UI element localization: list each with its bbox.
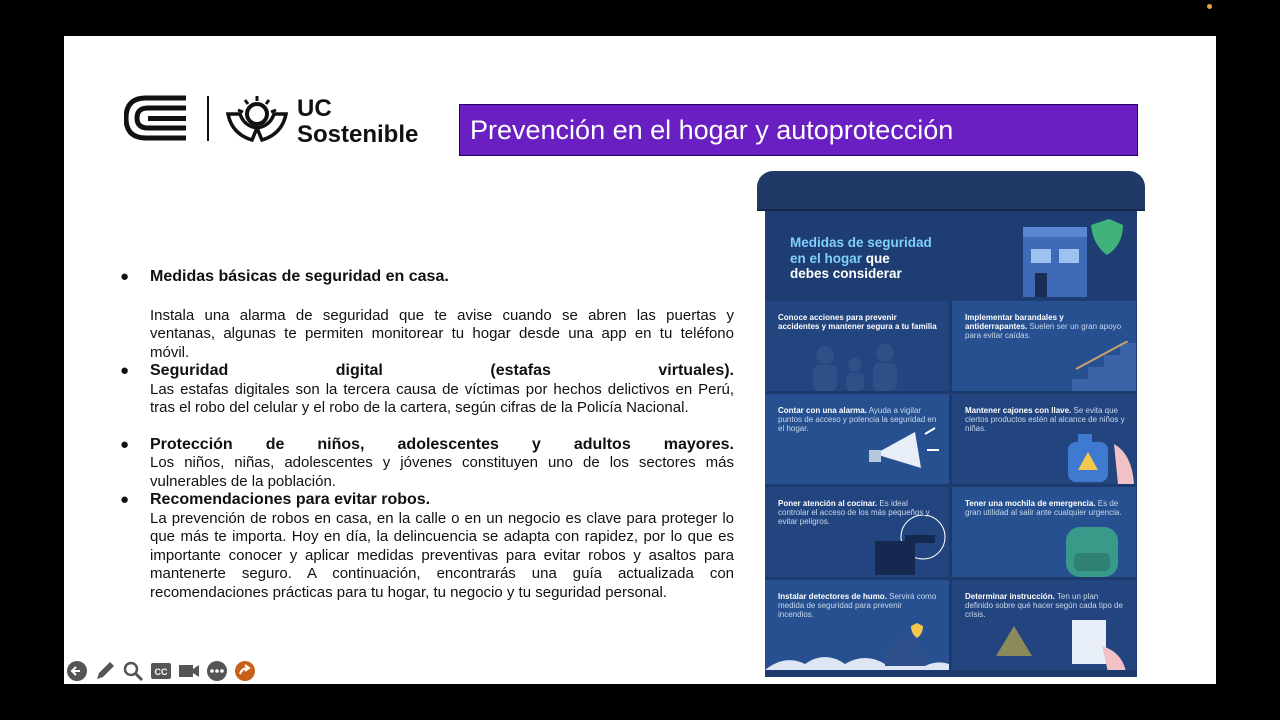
bullet-text: Las estafas digitales son la tercera causa de víctimas por hechos delictivos en Perú, tras el robo del celular y el robo de la cartera, según cifras de la Policía Nacional. [150,380,734,416]
smoke-house-icon [765,620,949,670]
bullet-item: ● Seguridad digital (estafas virtuales). Las estafas digitales son la tercera causa de víctimas por hechos delictivos en Perú, tras el robo del celular y el robo de la cartera, según cifras de la Policía Nacional. [120,362,734,416]
stairs-icon [1072,341,1136,391]
slide-title-bar [459,104,1138,156]
bullet-text: Los niños, niñas, adolescentes y jóvenes constituyen uno de los sectores más vulnerables de la población. [150,454,734,490]
back-icon[interactable] [66,660,88,682]
svg-text:CC: CC [154,667,168,677]
home-safety-infographic [757,171,1145,677]
tip-cell: Conoce acciones para prevenir accidentes y mantener segura a tu familia [765,301,949,391]
zoom-icon[interactable] [122,660,144,682]
slide-title: Prevención en el hogar y autoprotección [470,115,954,145]
more-icon[interactable] [206,660,228,682]
notification-dot [1207,4,1212,9]
presentation-slide [64,36,1216,684]
bullet-heading: Seguridad digital (estafas virtuales). [150,362,734,379]
bullet-heading: Recomendaciones para evitar robos. [150,491,431,508]
stove-icon [865,515,949,577]
infographic-header [765,211,1137,301]
tip-cell: Contar con una alarma. Ayuda a vigilar puntos de acceso y potencia la seguridad en el hogar. [765,394,949,484]
family-icon [795,341,915,391]
infographic-title: Medidas de seguridad en el hogar que debes considerar [790,235,932,281]
share-icon[interactable] [234,660,256,682]
pen-icon[interactable] [94,660,116,682]
tip-cell: Instalar detectores de humo. Servirá como medida de seguridad para prevenir incendios. [765,580,949,670]
bullet-text: Instala una alarma de seguridad que te avise cuando se abren las puertas y [150,306,734,324]
tip-cell: Tener una mochila de emergencia. Es de gran utilidad al salir ante cualquier urgencia. [952,487,1136,577]
bullet-item: ● Protección de niños, adolescentes y adultos mayores. Los niños, niñas, adolescentes y jóvenes constituyen uno de los sectores más vulnerables de la población. [120,435,734,490]
bullet-item: ● Recomendaciones para evitar robos. La prevención de robos en casa, en la calle o en un negocio es clave para proteger lo que más te importa. Hoy en día, la delincuencia se adapta con rapidez, por lo que es importante conocer y aplicar medidas preventivas para evitar robos y asaltos para mantenerte seguro. A continuación, encontrarás una guía actualizada con recomendaciones prácticas para tu hogar, tu negocio y tu seguridad personal. [120,491,734,601]
bullet-text: ventanas, algunas te permiten monitorear tu hogar desde una app en tu teléfono [150,325,734,342]
plan-warning-icon [992,616,1136,670]
bottle-warning-icon [1062,424,1136,484]
infographic-roof [757,171,1145,211]
megaphone-icon [865,424,945,480]
infographic-body [765,211,1137,677]
bullet-text: La prevención de robos en casa, en la calle o en un negocio es clave para proteger lo que más te importa. Hoy en día, la delincuencia se adapta con rapidez, por lo que es importante conocer y aplicar medidas preventivas para evitar robos y asaltos para mantenerte seguro. A continuación, encontrarás una guía actualizada con recomendaciones prácticas para tu hogar, tu negocio y tu seguridad personal. [150,509,734,601]
bullet-heading: Medidas básicas de seguridad en casa. [150,268,449,285]
bullet-heading: Protección de niños, adolescentes y adultos mayores. [150,435,734,453]
tip-cell: Implementar barandales y antiderrapantes. Suelen ser un gran apoyo para evitar caídas. [952,301,1136,391]
bullet-item: ● Medidas básicas de seguridad en casa. Instala una alarma de seguridad que te avise cuando se abren las puertas y ventanas, algunas te permiten monitorear tu hogar desde una app en tu teléfono móvil. [120,268,734,361]
backpack-icon [1058,517,1132,577]
tip-cell: Determinar instrucción. Ten un plan definido sobre qué hacer según cada tipo de crisis. [952,580,1136,670]
slide-content [120,268,734,602]
captions-icon[interactable] [150,660,172,682]
camera-icon[interactable] [178,660,200,682]
bullet-text: móvil. [150,343,190,361]
house-shield-icon [1015,217,1125,297]
tip-cell: Mantener cajones con llave. Se evita que ciertos productos estén al alcance de niños y niñas. [952,394,1136,484]
uc-sostenible-wordmark: UC Sostenible [297,95,419,148]
tip-cell: Poner atención al cocinar. Es ideal controlar el acceso de los más pequeños y evitar peligros. [765,487,949,577]
